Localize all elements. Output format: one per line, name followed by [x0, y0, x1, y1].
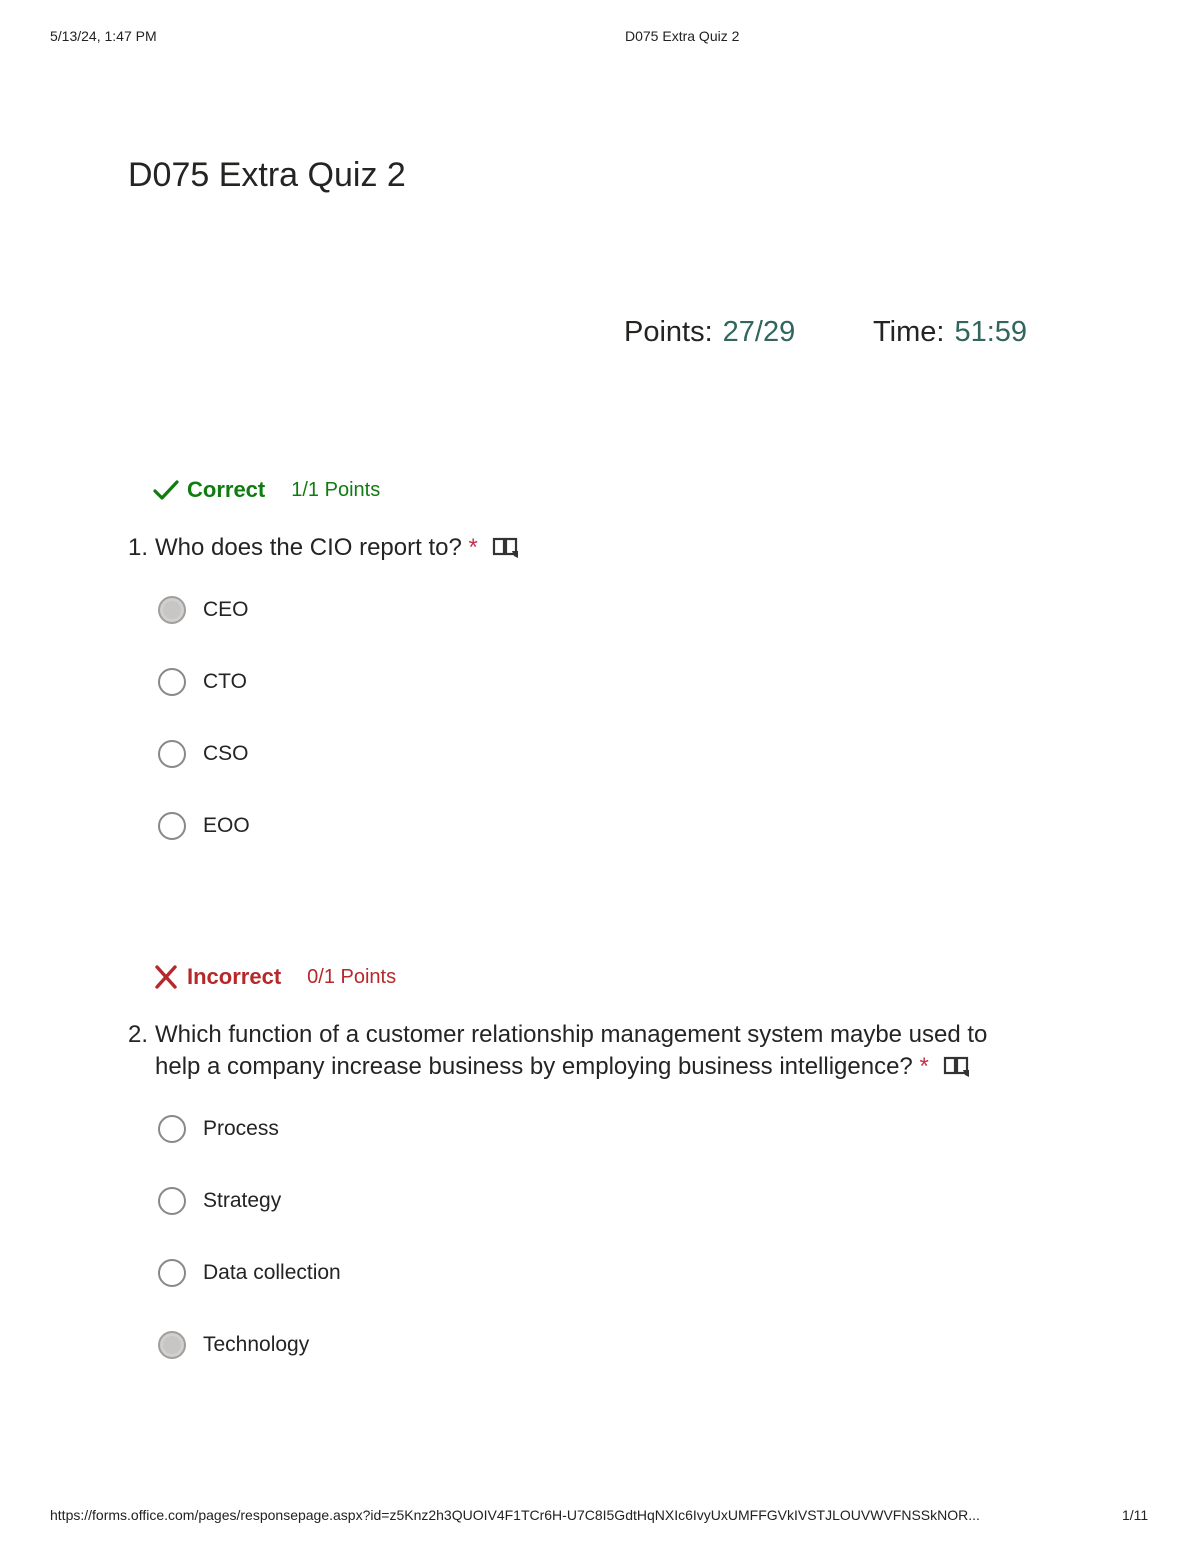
radio-button[interactable]	[158, 1259, 186, 1287]
option-label: Strategy	[203, 1189, 282, 1212]
required-mark: *	[468, 534, 478, 561]
radio-button[interactable]	[158, 1115, 186, 1143]
question-number: 1.	[128, 534, 149, 561]
radio-button[interactable]	[158, 1331, 186, 1359]
immersive-reader-icon[interactable]	[943, 1054, 971, 1080]
option-data-collection[interactable]	[158, 1256, 341, 1290]
option-label: CTO	[203, 670, 247, 693]
print-header	[0, 28, 1200, 48]
print-footer	[0, 1507, 1200, 1527]
radio-button[interactable]	[158, 1187, 186, 1215]
print-page-title: D075 Extra Quiz 2	[625, 28, 740, 44]
time-block	[873, 316, 1027, 349]
option-label: Process	[203, 1117, 279, 1140]
option-label: Technology	[203, 1333, 310, 1356]
radio-button[interactable]	[158, 812, 186, 840]
question-1-status	[153, 477, 380, 503]
option-cto[interactable]	[158, 665, 247, 699]
print-url: https://forms.office.com/pages/responsepage.aspx?id=z5Knz2h3QUOIV4F1TCr6H-U7C8I5GdtHqNXIc6IvyUxUMFFGVkIVSTJLOUVWVFNSSkNOR...	[50, 1507, 980, 1523]
question-text: Which function of a customer relationship management system maybe used to help a company increase business by employing business intelligence?	[155, 1021, 988, 1080]
option-label: EOO	[203, 814, 250, 837]
status-text: Incorrect	[187, 964, 282, 989]
question-2-status	[153, 964, 396, 990]
x-icon	[153, 965, 179, 989]
question-points: 1/1 Points	[291, 478, 381, 501]
option-label: CEO	[203, 598, 249, 621]
time-value: 51:59	[954, 316, 1028, 348]
option-eoo[interactable]	[158, 809, 250, 843]
print-page-number: 1/11	[1122, 1507, 1149, 1523]
radio-button[interactable]	[158, 596, 186, 624]
option-ceo[interactable]	[158, 593, 249, 627]
question-text-block	[155, 532, 1035, 564]
question-points: 0/1 Points	[307, 965, 397, 988]
points-value: 27/29	[722, 316, 796, 348]
immersive-reader-icon[interactable]	[492, 535, 520, 561]
option-process[interactable]	[158, 1112, 279, 1146]
required-mark: *	[919, 1053, 929, 1080]
question-number: 2.	[128, 1021, 149, 1048]
print-datetime: 5/13/24, 1:47 PM	[50, 28, 157, 44]
option-technology[interactable]	[158, 1328, 309, 1362]
radio-button[interactable]	[158, 668, 186, 696]
option-label: Data collection	[203, 1261, 341, 1284]
checkmark-icon	[153, 478, 179, 502]
time-label: Time:	[873, 316, 945, 348]
option-label: CSO	[203, 742, 249, 765]
question-text: Who does the CIO report to?	[155, 534, 462, 561]
radio-button[interactable]	[158, 740, 186, 768]
option-cso[interactable]	[158, 737, 249, 771]
question-text-block	[155, 1019, 1035, 1083]
points-label: Points:	[624, 316, 713, 348]
score-summary	[624, 316, 1028, 349]
quiz-title: D075 Extra Quiz 2	[128, 156, 406, 194]
option-strategy[interactable]	[158, 1184, 281, 1218]
status-text: Correct	[187, 477, 266, 502]
